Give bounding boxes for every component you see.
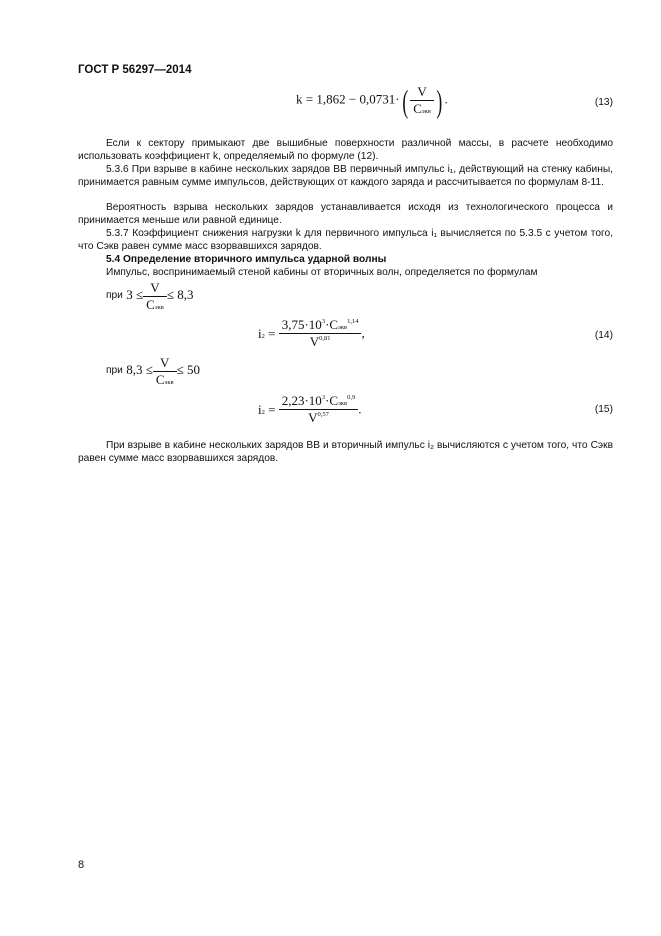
condition-1-le2: ≤ <box>166 287 174 303</box>
section-heading-5-4: 5.4 Определение вторичного импульса ударной волны <box>106 254 387 265</box>
formula-15-den-pow: 0,57 <box>317 411 329 418</box>
condition-2 <box>106 355 200 388</box>
formula-15-coef: 2,23·10 <box>281 393 322 408</box>
formula-13-fraction <box>410 84 434 117</box>
formula-13-numerator: V <box>417 84 427 99</box>
paragraph-sector: Если к сектору примыкают две вышибные поверхности различной массы, в расчете необходимо использовать коэффициент k, определяемый по формуле (12). <box>78 138 613 162</box>
paragraph-probability: Вероятность взрыва нескольких зарядов устанавливается исходя из технологического процесса и принимается меньше или равной единице. <box>78 202 613 226</box>
formula-15: i2 = $\frac{2,23\cdot 10^3\cdot Сэкв^{0,9}}{V^{0,57}}$ . <box>258 393 362 425</box>
condition-1-den-sub: экв <box>154 304 164 311</box>
paragraph-5-3-7: 5.3.7 Коэффициент снижения нагрузки k для первичного импульса i₁ вычисляется по 5.3.5 с учетом того, что Сэкв равен сумме масс взорвавшихся зарядов. <box>78 228 613 252</box>
formula-15-lhs: i <box>258 401 262 417</box>
formula-14-charge-sub: экв <box>338 324 348 331</box>
equation-number-14: (14) <box>594 330 613 341</box>
condition-1-high: 8,3 <box>177 287 194 303</box>
formula-14-charge-pow: 1,14 <box>347 318 359 325</box>
formula-15-charge-sub: экв <box>338 400 348 407</box>
formula-15-charge-pow: 0,9 <box>347 394 356 401</box>
condition-2-denominator: С <box>155 372 165 387</box>
condition-1 <box>106 280 193 313</box>
formula-14-charge: ·С <box>325 317 339 332</box>
condition-2-low: 8,3 <box>126 362 143 378</box>
formula-14-lhs-sub: 2 <box>261 332 265 340</box>
equation-number-15: (15) <box>594 404 613 415</box>
formula-13-lhs: k <box>296 91 303 107</box>
condition-1-low: 3 <box>126 287 133 303</box>
formula-15-denominator: V <box>308 410 318 425</box>
formula-14-coef: 3,75·10 <box>281 317 322 332</box>
equation-number-13: (13) <box>594 97 613 108</box>
paragraph-impulse-intro: Импульс, воспринимаемый стеной кабины от вторичных волн, определяется по формулам <box>106 267 538 278</box>
formula-15-exp: 3 <box>321 394 326 401</box>
formula-14-exp: 3 <box>321 318 326 325</box>
formula-15-fraction <box>279 393 359 426</box>
condition-2-high: 50 <box>186 362 200 378</box>
formula-14-fraction <box>279 317 362 350</box>
formula-13: k = 1,862 − 0,0731·( $\frac{V}{\text{Сэкв}}$ ) . <box>296 82 448 119</box>
paragraph-5-3-6: 5.3.6 При взрыве в кабине нескольких зарядов ВВ первичный импульс i₁, действующий на стенку кабины, принимается равным сумме импульсов, действующих от каждого заряда и рассчитывается по формулам 8-11. <box>78 164 613 188</box>
condition-1-denominator: С <box>146 297 155 312</box>
formula-15-charge: ·С <box>325 393 339 408</box>
condition-2-le: ≤ <box>145 362 153 378</box>
formula-14-lhs: i <box>258 325 262 341</box>
formula-13-den-sub: экв <box>421 108 431 115</box>
formula-13-coef1: 1,862 <box>316 91 346 107</box>
condition-2-den-sub: экв <box>164 379 174 386</box>
formula-13-coef2: 0,0731 <box>359 91 396 107</box>
condition-2-numerator: V <box>160 355 170 370</box>
formula-15-lhs-sub: 2 <box>261 408 265 416</box>
condition-1-le: ≤ <box>135 287 144 303</box>
condition-2-fraction <box>153 355 177 388</box>
document-header: ГОСТ Р 56297—2014 <box>78 64 192 76</box>
formula-13-minus: − <box>348 91 357 107</box>
condition-2-pri: при <box>106 365 123 377</box>
page-number: 8 <box>78 859 85 871</box>
condition-1-fraction <box>143 280 167 313</box>
formula-14-den-pow: 0,81 <box>319 335 331 342</box>
formula-14: i2 = $\frac{3,75\cdot 10^3\cdot Сэкв^{1,14}}{V^{0,81}}$ , <box>258 317 365 349</box>
formula-13-denominator: С <box>413 101 422 116</box>
paragraph-secondary-impulse: При взрыве в кабине нескольких зарядов ВВ и вторичный импульс i₂ вычисляются с учетом того, что Сэкв равен сумме масс взорвавшихся зарядов. <box>78 440 613 464</box>
condition-1-pri: при <box>106 290 123 302</box>
formula-14-denominator: V <box>309 334 320 349</box>
condition-2-le2: ≤ <box>176 362 184 378</box>
condition-1-numerator: V <box>150 280 160 295</box>
